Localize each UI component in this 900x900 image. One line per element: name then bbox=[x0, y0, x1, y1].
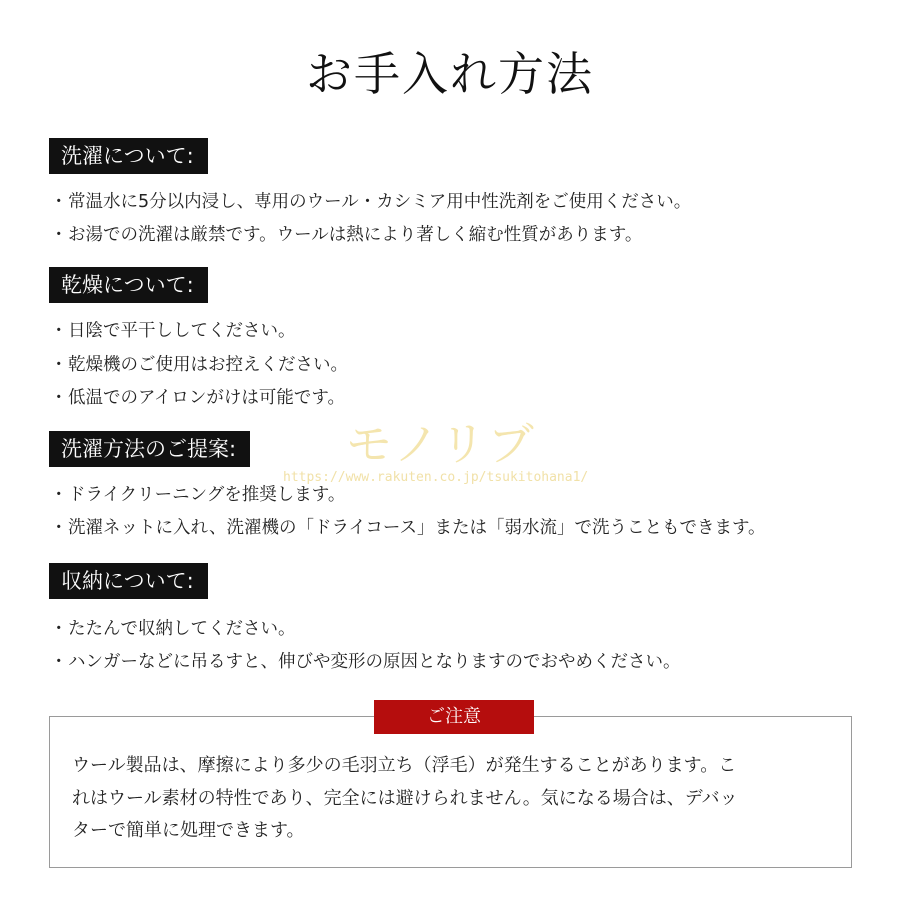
washing-item-text: お湯での洗濯は厳禁です。ウールは熱により著しく縮む性質があります。 bbox=[68, 225, 643, 245]
bullet: ・ bbox=[50, 225, 68, 245]
notice-text-line: ターで簡単に処理できます。 bbox=[72, 820, 305, 841]
washing-item bbox=[50, 189, 691, 215]
section-label-storage: 収納について: bbox=[49, 563, 208, 599]
bullet: ・ bbox=[50, 388, 68, 408]
bullet: ・ bbox=[50, 321, 68, 341]
bullet: ・ bbox=[50, 619, 68, 639]
section-label-drying: 乾燥について: bbox=[49, 267, 208, 303]
drying-item-text: 低温でのアイロンがけは可能です。 bbox=[68, 388, 346, 408]
suggestion-item bbox=[50, 515, 766, 541]
watermark-url: https://www.rakuten.co.jp/tsukitohana1/ bbox=[283, 470, 589, 485]
bullet: ・ bbox=[50, 355, 68, 375]
washing-item-text: 常温水に5分以内浸し、専用のウール・カシミア用中性洗剤をご使用ください。 bbox=[68, 192, 692, 212]
washing-item bbox=[50, 222, 642, 248]
bullet: ・ bbox=[50, 192, 68, 212]
section-label-washing: 洗濯について: bbox=[49, 138, 208, 174]
storage-item bbox=[50, 649, 681, 675]
notice-text-line: れはウール素材の特性であり、完全には避けられません。気になる場合は、デバッ bbox=[72, 788, 738, 809]
watermark-logo: モノリブ bbox=[346, 417, 536, 471]
bullet: ・ bbox=[50, 485, 68, 505]
bullet: ・ bbox=[50, 518, 68, 538]
drying-item-text: 日陰で平干ししてください。 bbox=[68, 321, 296, 341]
suggestion-item-text: 洗濯ネットに入れ、洗濯機の「ドライコース」または「弱水流」で洗うこともできます。 bbox=[68, 518, 766, 538]
suggestion-item bbox=[50, 482, 345, 508]
storage-item bbox=[50, 616, 296, 642]
section-label-washing-suggestion: 洗濯方法のご提案: bbox=[49, 431, 250, 467]
drying-item-text: 乾燥機のご使用はお控えください。 bbox=[68, 355, 348, 375]
drying-item bbox=[50, 352, 348, 378]
drying-item bbox=[50, 385, 345, 411]
notice-tag: ご注意 bbox=[374, 700, 534, 734]
page-title: お手入れ方法 bbox=[306, 47, 594, 101]
notice-text-line: ウール製品は、摩擦により多少の毛羽立ち（浮毛）が発生することがあります。こ bbox=[72, 755, 737, 776]
storage-item-text: ハンガーなどに吊るすと、伸びや変形の原因となりますのでおやめください。 bbox=[68, 652, 681, 672]
drying-item bbox=[50, 318, 296, 344]
bullet: ・ bbox=[50, 652, 68, 672]
storage-item-text: たたんで収納してください。 bbox=[68, 619, 296, 639]
suggestion-item-text: ドライクリーニングを推奨します。 bbox=[68, 485, 346, 505]
